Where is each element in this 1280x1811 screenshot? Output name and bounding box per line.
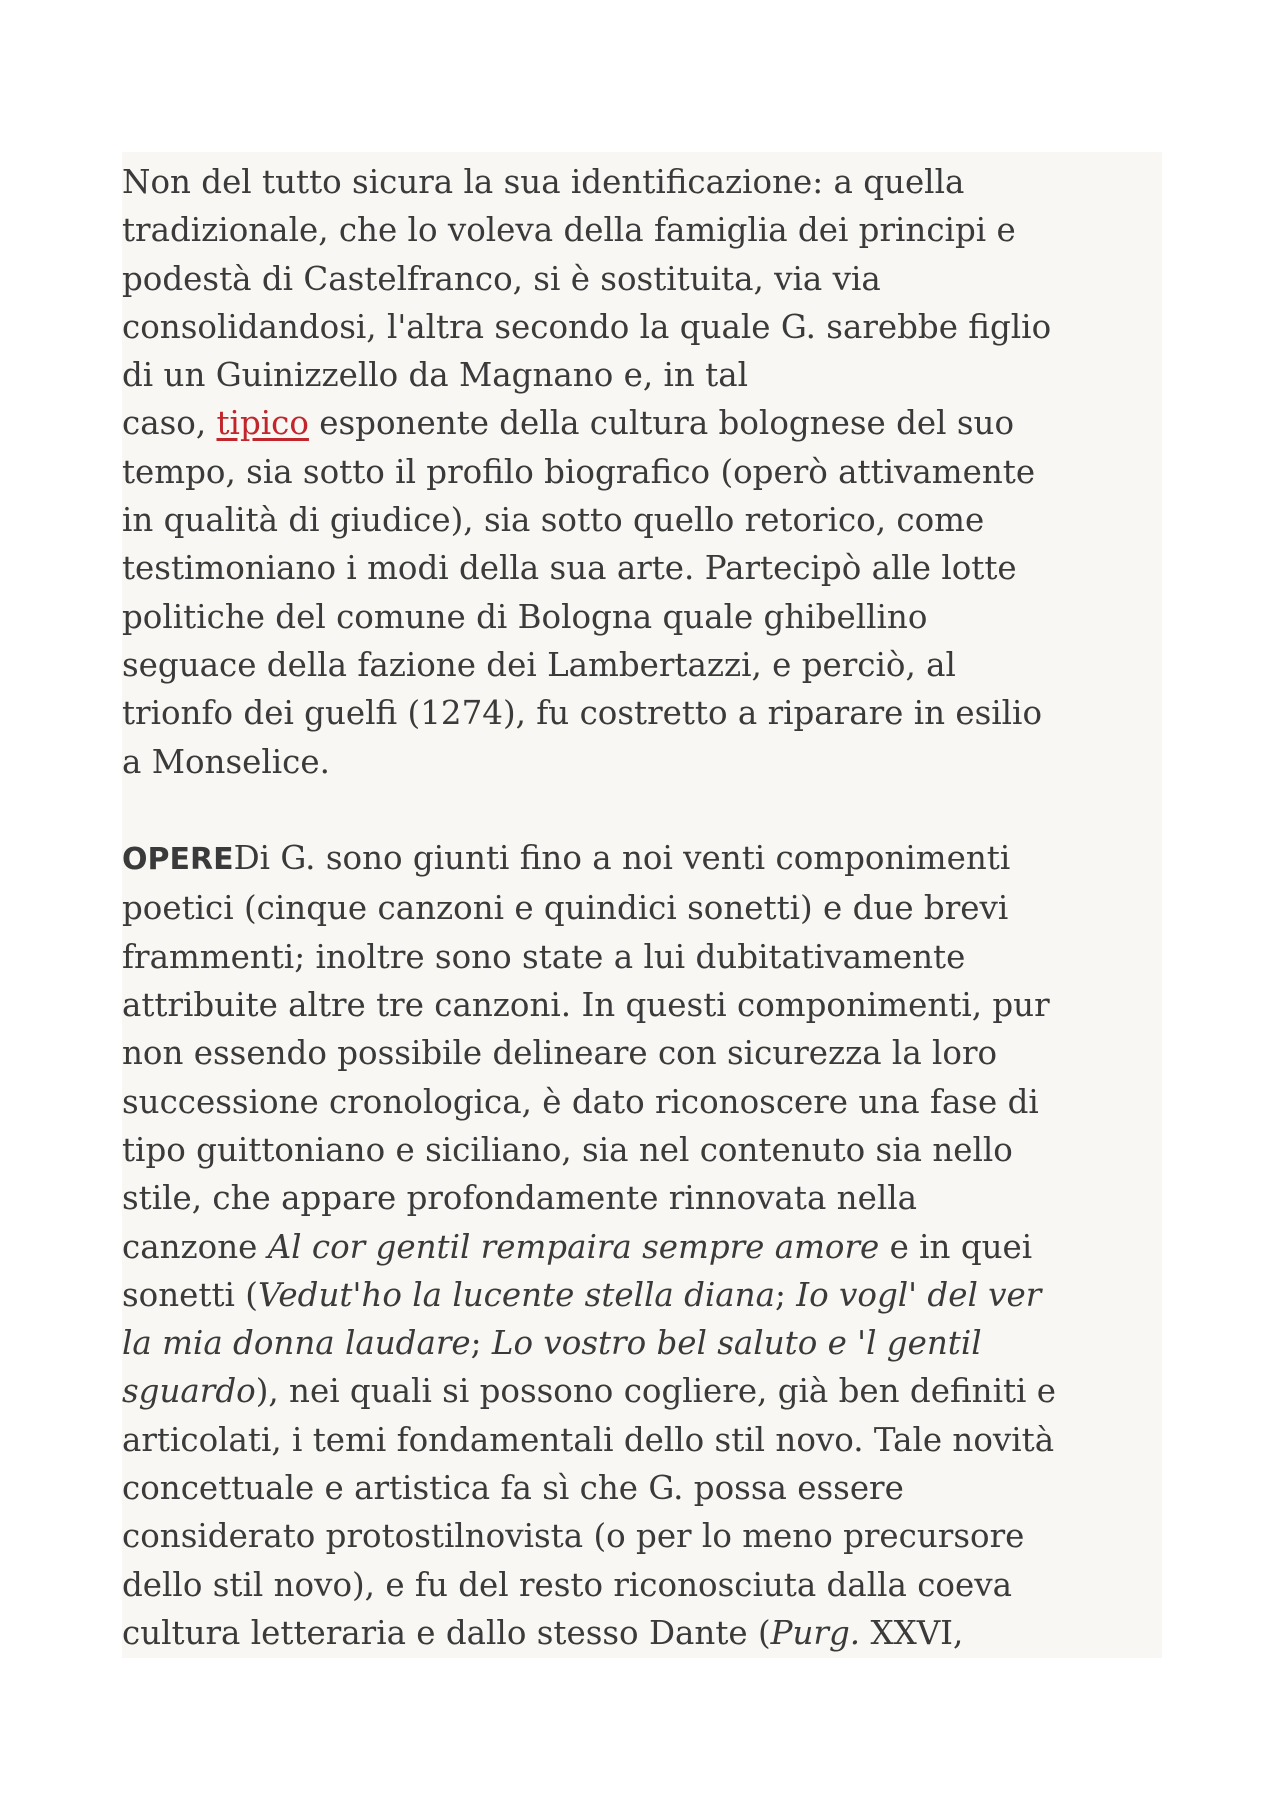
paragraph-gap: [122, 786, 1162, 834]
line-9-suffix: e in quei: [879, 1227, 1033, 1266]
paragraph-2-line-12: [122, 1367, 1162, 1415]
title-lo-vostro-part-1: Lo vostro bel saluto e 'l gentil: [491, 1324, 982, 1363]
paragraph-1-line-9: testimoniano i modi della sua arte. Partecipò alle lotte: [122, 549, 1017, 588]
line-17-prefix: cultura letteraria e dallo stesso Dante (: [122, 1613, 771, 1652]
paragraph-2-line-6: successione cronologica, è dato riconoscere una fase di: [122, 1082, 1039, 1121]
paragraph-2-line-7: tipo guittoniano e siciliano, sia nel contenuto sia nello: [122, 1130, 1013, 1169]
title-lo-vostro-part-2: sguardo: [122, 1372, 256, 1411]
paragraph-2-line-13: articolati, i temi fondamentali dello stil novo. Tale novità: [122, 1420, 1055, 1459]
paragraph-2-line-10: [122, 1271, 1162, 1319]
paragraph-1-line-3: podestà di Castelfranco, si è sostituita, via via: [122, 259, 881, 298]
line-12-suffix: ), nei quali si possono cogliere, già ben definiti e: [255, 1372, 1056, 1411]
title-al-cor-gentil: Al cor gentil rempaira sempre amore: [267, 1227, 880, 1266]
paragraph-1-line-13: a Monselice.: [122, 742, 330, 781]
paragraph-2-line-8: stile, che appare profondamente rinnovata nella: [122, 1179, 917, 1218]
line-6-suffix: esponente della cultura bolognese del suo: [308, 404, 1015, 443]
line-11-separator: ;: [470, 1324, 492, 1363]
article-text: [122, 158, 1162, 1657]
paragraph-2-line-17: [122, 1609, 1162, 1657]
paragraph-2-line-15: considerato protostilnovista (o per lo meno precursore: [122, 1517, 1025, 1556]
line-17-suffix: XXVI,: [860, 1613, 964, 1652]
paragraph-2-line-3: frammenti; inoltre sono state a lui dubitativamente: [122, 937, 966, 976]
paragraph-1-line-10: politiche del comune di Bologna quale ghibellino: [122, 597, 928, 636]
paragraph-2-line-2: poetici (cinque canzoni e quindici sonetti) e due brevi: [122, 889, 1009, 928]
paragraph-2-line-11: [122, 1319, 1162, 1367]
line-10-separator: ;: [775, 1275, 797, 1314]
title-vedut-ho: Vedut'ho la lucente stella diana: [257, 1275, 775, 1314]
paragraph-1-line-7: tempo, sia sotto il profilo biografico (operò attivamente: [122, 452, 1036, 491]
paragraph-1-line-6: [122, 399, 1162, 447]
paragraph-2-line-5: non essendo possibile delineare con sicurezza la loro: [122, 1034, 998, 1073]
paragraph-2-line-16: dello stil novo), e fu del resto riconosciuta dalla coeva: [122, 1565, 1012, 1604]
paragraph-1-line-4: consolidandosi, l'altra secondo la quale G. sarebbe figlio: [122, 307, 1052, 346]
citation-purg: Purg.: [770, 1613, 861, 1652]
line-1-rest: Di G. sono giunti fino a noi venti componimenti: [233, 839, 1011, 878]
paragraph-1-line-11: seguace della fazione dei Lambertazzi, e perciò, al: [122, 645, 956, 684]
paragraph-2-line-4: attribuite altre tre canzoni. In questi componimenti, pur: [122, 986, 1050, 1025]
paragraph-1-line-2: tradizionale, che lo voleva della famiglia dei principi e: [122, 211, 1016, 250]
paragraph-1-line-12: trionfo dei guelfi (1274), fu costretto a riparare in esilio: [122, 694, 1043, 733]
line-6-prefix: caso,: [122, 404, 217, 443]
title-io-vogl-part-2: la mia donna laudare: [122, 1324, 471, 1363]
line-10-prefix: sonetti (: [122, 1275, 258, 1314]
article-content-block: [122, 152, 1162, 1658]
paragraph-2-line-9: [122, 1223, 1162, 1271]
paragraph-2-line-14: concettuale e artistica fa sì che G. possa essere: [122, 1469, 904, 1508]
line-9-prefix: canzone: [122, 1227, 268, 1266]
paragraph-1-line-8: in qualità di giudice), sia sotto quello retorico, come: [122, 501, 985, 540]
paragraph-1-line-5: di un Guinizzello da Magnano e, in tal: [122, 356, 748, 395]
paragraph-2-line-1: [122, 834, 1162, 884]
paragraph-1-line-1: Non del tutto sicura la sua identificazione: a quella: [122, 163, 965, 201]
tipico-link[interactable]: tipico: [216, 404, 309, 443]
title-io-vogl-part-1: Io vogl' del ver: [796, 1275, 1042, 1314]
section-heading-opere: OPERE: [122, 842, 234, 878]
